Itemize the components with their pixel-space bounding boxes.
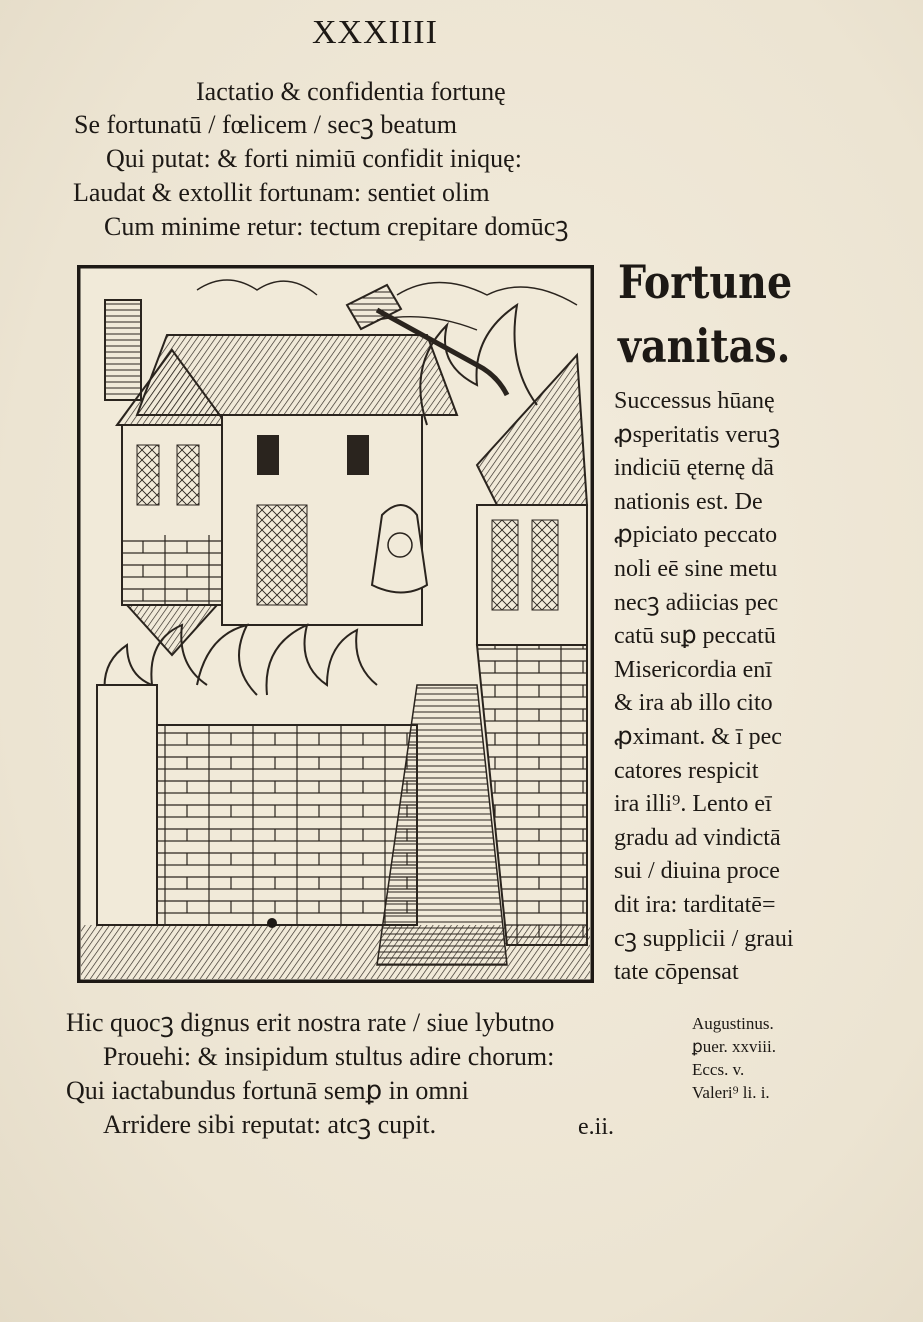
verse-line: Iactatio & confidentia fortunę [196,77,506,106]
page-number: XXXIIII [312,14,438,51]
prose-line: necꝫ adiicias pec [614,589,779,616]
prose-line: & ira ab illo cito [614,690,773,717]
reference-line: Valeri⁹ li. i. [692,1083,770,1102]
prose-line: catores respicit [614,757,759,784]
prose-line: indiciū ęternę dā [614,455,774,482]
commentary-text [614,385,794,990]
verse-line: Se fortunatū / fœlicem / secꝫ beatum [74,110,457,139]
verse-line: Laudat & extollit fortunam: sentiet olim [73,178,490,207]
reference-line: ꝑuer. xxviii. [692,1037,776,1056]
heading-line: vanitas. [618,319,791,373]
prose-line: tate cōpensat [614,959,739,986]
verse-line: Qui iactabundus fortunā semꝑ in omni [66,1076,469,1105]
signature-mark: e.ii. [578,1114,614,1140]
verse-line: Qui putat: & forti nimiū confidit iniquę: [106,144,522,173]
prose-line: ira illi⁹. Lento eī [614,791,772,818]
heading-line: Fortune [618,255,793,309]
prose-line: gradu ad vindictā [614,824,781,851]
prose-line: sui / diuina proce [614,858,780,885]
verse-line: Hic quocꝫ dignus erit nostra rate / siue lybutno [66,1008,555,1037]
verse-line: Cum minime retur: tectum crepitare domūcꝫ [104,212,569,241]
prose-line: ꝓsperitatis veruꝫ [614,421,781,448]
prose-line: dit ira: tarditatē= [614,891,776,918]
prose-line: ꝓximant. & ī pec [614,723,782,750]
prose-line: Misericordia enī [614,656,772,683]
prose-line: noli eē sine metu [614,555,778,582]
verse-line: Arridere sibi reputat: atcꝫ cupit. [103,1110,437,1139]
reference-line: Augustinus. [692,1014,774,1033]
prose-line: catū suꝑ peccatū [614,623,776,650]
marginal-references [692,1012,776,1104]
verse-line: Prouehi: & insipidum stultus adire chorum: [103,1042,555,1071]
woodcut-illustration-icon [77,265,594,983]
reference-line: Eccs. v. [692,1060,745,1079]
chapter-heading [618,250,792,378]
prose-line: cꝫ supplicii / graui [614,925,794,952]
prose-line: nationis est. De [614,488,763,515]
prose-line: Successus hūanę [614,388,775,414]
prose-line: ꝓpiciato peccato [614,522,778,549]
